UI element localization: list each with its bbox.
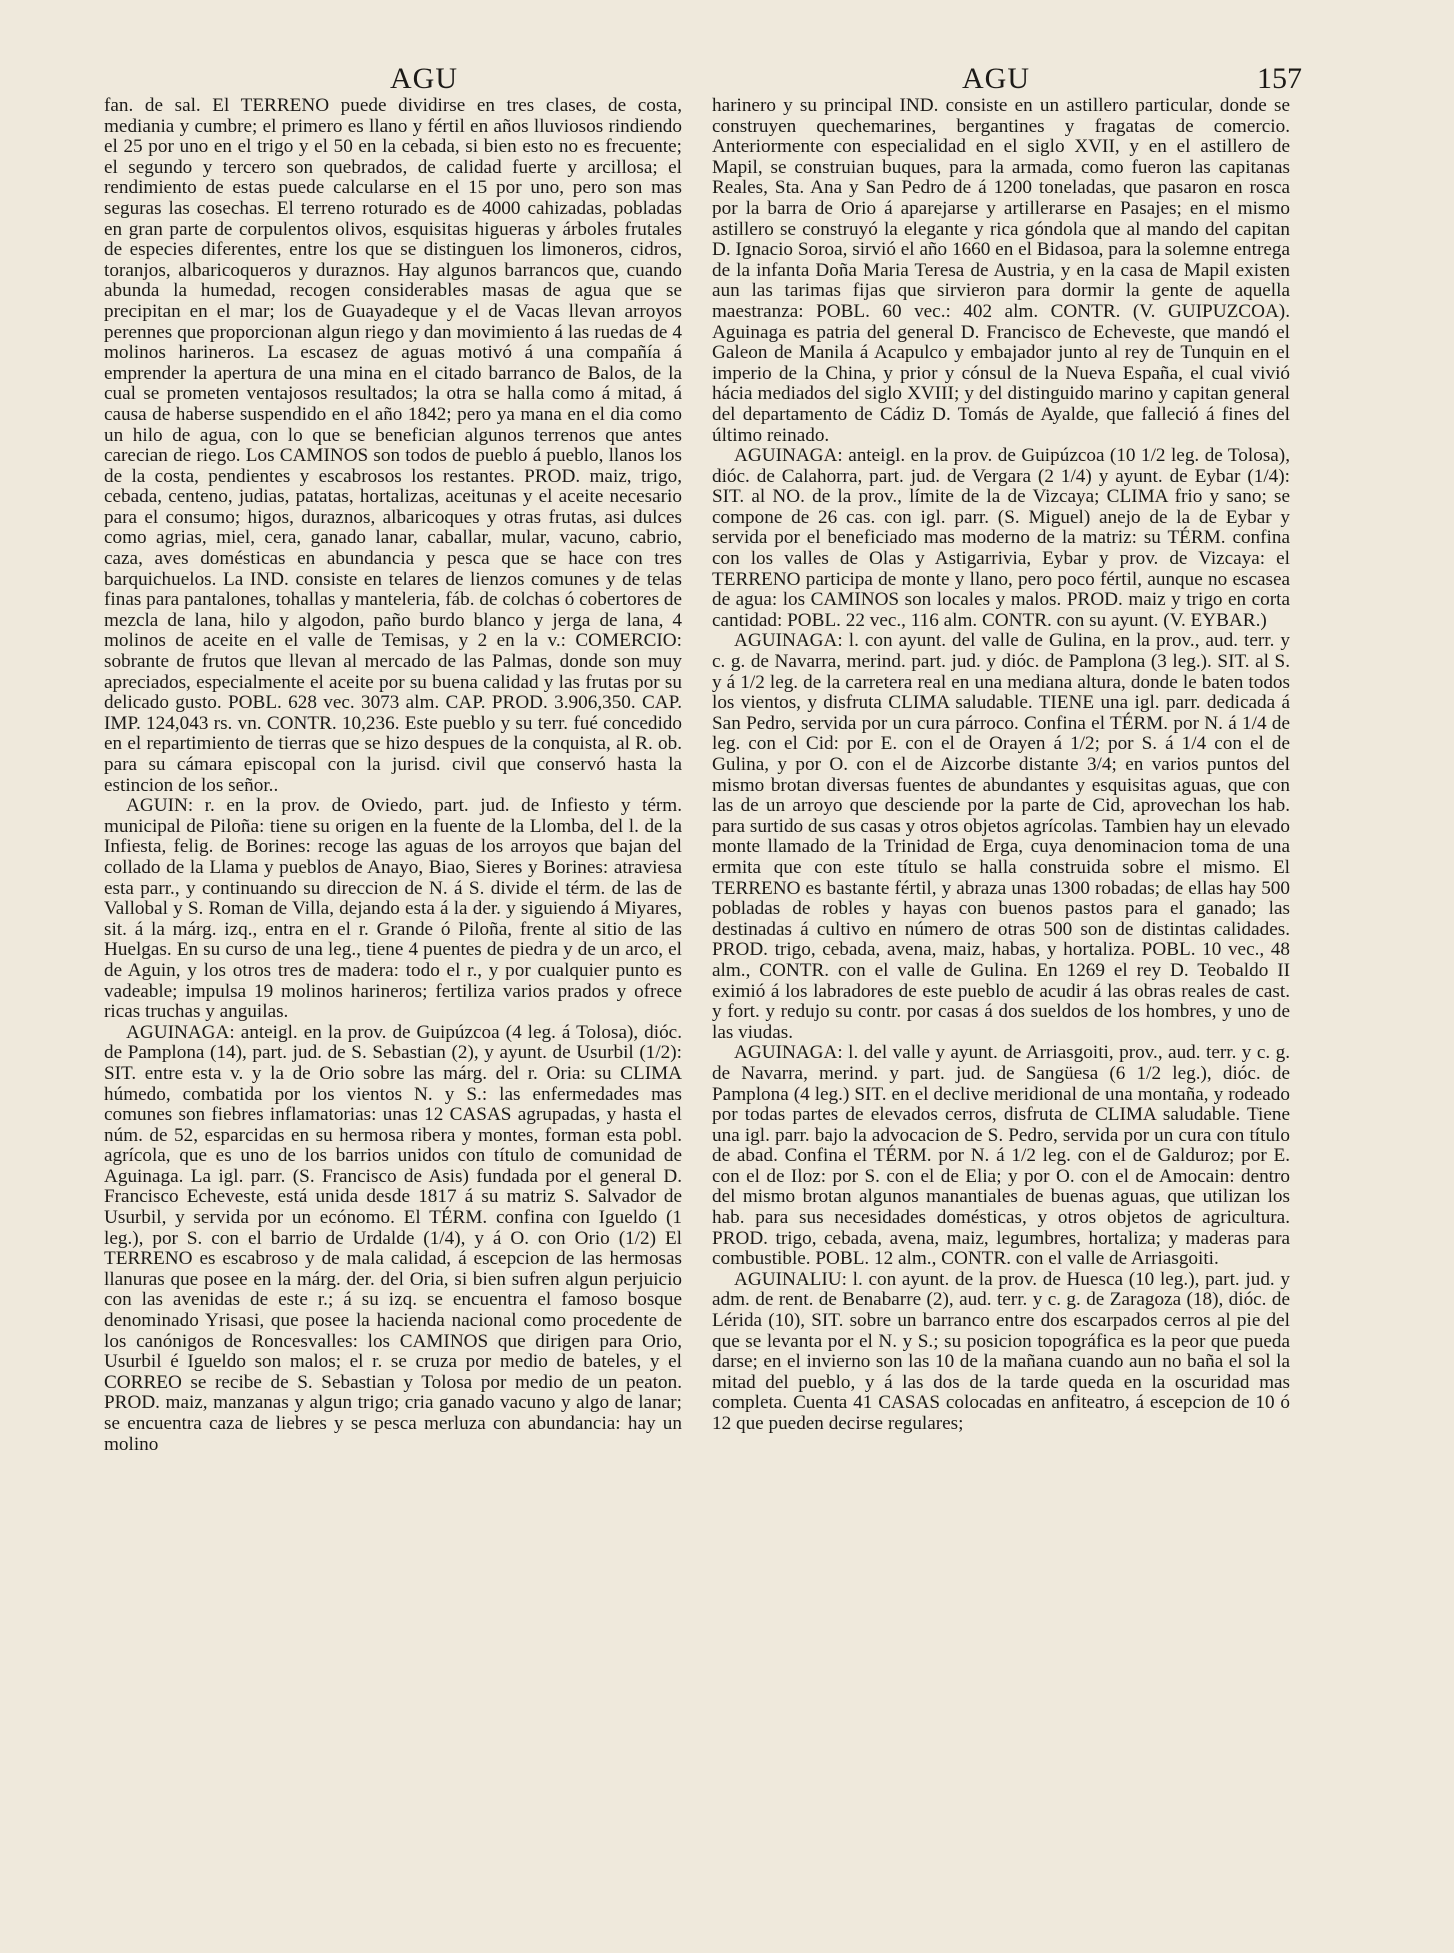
paragraph-continuation: harinero y su principal IND. consiste en un astillero particular, donde se construyen quechemarines, bergantines y fragatas de comercio. Anteriormente con especialidad en el siglo XVII, y en el astillero de Mapil, se construian buques, para la armada, como fueron las capitanas Reales, Sta. Ana y San Pedro de á 1200 toneladas, que pasaron en rosca por la barra de Orio á aparejarse y artillerarse en Pasajes; en el mismo astillero se construyó la elegante y rica góndola que al mando del capitan D. Ignacio Soroa, sirvió el año 1660 en el Bidasoa, para la solemne entrega de la infanta Doña Maria Teresa de Austria, y en la casa de Mapil existen aun las tarimas fijas que sirvieron para dormir la gente de aquella maestranza: POBL. 60 vec.: 402 alm. CONTR. (V. GUIPUZCOA). Aguinaga es patria del general D. Francisco de Echeveste, que mandó el Galeon de Manila á Acapulco y embajador junto al rey de Tunquin en el imperio de la China, y prior y cónsul de la Nueva España, el cual vivió hácia mediados del siglo XVIII; y del distinguido marino y capitan general del departamento de Cádiz D. Tomás de Ayalde, que falleció á fines del último reinado. [712, 96, 1290, 446]
entry-aguinaga-arriasgoiti: AGUINAGA: l. del valle y ayunt. de Arriasgoiti, prov., aud. terr. y c. g. de Navarra, merind. y part. jud. de Sangüesa (6 1/2 leg.), dióc. de Pamplona (4 leg.) SIT. en el declive meridional de una montaña, y rodeado por todas partes de elevados cerros, disfruta de CLIMA saludable. Tiene una igl. parr. bajo la advocacion de S. Pedro, servida por un cura con título de abad. Confina el TÉRM. por N. á 1/2 leg. con el de Galduroz; por E. con el de Iloz: por S. con el de Elia; y por O. con el de Amocain: dentro del mismo brotan algunos manantiales de buenas aguas, que utilizan los hab. para sus necesidades domésticas, y otros objetos de agricultura. PROD. trigo, cebada, avena, maiz, legumbres, hortaliza; y maderas para combustible. POBL. 12 alm., CONTR. con el valle de Arriasgoiti. [712, 1042, 1290, 1270]
entry-aguinaga-eybar: AGUINAGA: anteigl. en la prov. de Guipúzcoa (10 1/2 leg. de Tolosa), dióc. de Calahorra, part. jud. de Vergara (2 1/4) y ayunt. de Eybar (1/4): SIT. al NO. de la prov., límite de la de Vizcaya; CLIMA frio y sano; se compone de 26 cas. con igl. parr. (S. Miguel) anejo de la de Eybar y servida por el beneficiado mas moderno de la matriz: su TÉRM. confina con los valles de Olas y Astigarrivia, Eybar y prov. de Vizcaya: el TERRENO participa de monte y llano, pero poco fértil, aunque no escasea de agua: los CAMINOS son locales y malos. PROD. maiz y trigo en corta cantidad: POBL. 22 vec., 116 alm. CONTR. con su ayunt. (V. EYBAR.) [712, 445, 1290, 631]
right-column [712, 96, 1290, 1896]
entry-aguinaliu: AGUINALIU: l. con ayunt. de la prov. de Huesca (10 leg.), part. jud. y adm. de rent. de Benabarre (2), aud. terr. y c. g. de Zaragoza (18), dióc. de Lérida (10), SIT. sobre un barranco entre dos escarpados cerros al pie del que se levanta por el N. y S.; su posicion topográfica es la peor que pueda darse; en el invierno son las 10 de la mañana cuando aun no baña el sol la mitad del pueblo, y á las dos de la tarde queda en la oscuridad mas completa. Cuenta 41 CASAS colocadas en anfiteatro, á escepcion de 10 ó 12 que pueden decirse regulares; [712, 1268, 1290, 1434]
entry-aguinaga-gulina: AGUINAGA: l. con ayunt. del valle de Gulina, en la prov., aud. terr. y c. g. de Navarra, merind. part. jud. y dióc. de Pamplona (3 leg.). SIT. al S. y á 1/2 leg. de la carretera real en una mediana altura, donde le baten todos los vientos, y disfruta CLIMA saludable. TIENE una igl. parr. dedicada á San Pedro, servida por un cura párroco. Confina el TÉRM. por N. á 1/4 de leg. con el Cid: por E. con el de Orayen á 1/2; por S. á 1/4 con el de Gulina, y por O. con el de Aizcorbe distante 3/4; en varios puntos del mismo brotan diversas fuentes de abundantes y esquisitas aguas, que con las de un arroyo que desciende por la parte de Cid, aprovechan los hab. para surtido de sus casas y otros objetos agrícolas. Tambien hay un elevado monte llamado de la Trinidad de Erga, cuya denominacion toma de una ermita que con este título se halla construida sobre el mismo. El TERRENO es bastante fértil, y abraza unas 1300 robadas; de ellas hay 500 pobladas de robles y hayas con buenos pastos para el ganado; las destinadas á cultivo en número de otras 500 son de distintas calidades. PROD. trigo, cebada, avena, maiz, habas, y hortaliza. POBL. 10 vec., 48 alm., CONTR. con el valle de Gulina. En 1269 el rey D. Teobaldo II eximió á los labradores de este pueblo de acudir á las obras reales de cast. y fort. y redujo su contr. por casas á dos sueldos de los hombres, y uno de las viudas. [712, 630, 1290, 1043]
left-column [104, 96, 682, 1896]
entry-aguinaga-usurbil: AGUINAGA: anteigl. en la prov. de Guipúzcoa (4 leg. á Tolosa), dióc. de Pamplona (14), part. jud. de S. Sebastian (2), y ayunt. de Usurbil (1/2): SIT. entre esta v. y la de Orio sobre las márg. del r. Oria: su CLIMA húmedo, combatida por los vientos N. y S.: las enfermedades mas comunes son fiebres inflamatorias: unas 12 CASAS agrupadas, y hasta el núm. de 52, esparcidas en su hermosa ribera y montes, forman esta pobl. agrícola, que es uno de los barrios unidos con título de comunidad de Aguinaga. La igl. parr. (S. Francisco de Asis) fundada por el general D. Francisco Echeveste, está unida desde 1817 á su matriz S. Salvador de Usurbil, y servida por un ecónomo. El TÉRM. confina con Igueldo (1 leg.), por S. con el barrio de Urdalde (1/4), y á O. con Orio (1/2) El TERRENO es escabroso y de mala calidad, á escepcion de las hermosas llanuras que posee en la márg. der. del Oria, si bien sufren algun perjuicio con las avenidas de este r.; á su izq. se encuentra el famoso bosque denominado Yrisasi, que posee la hacienda nacional como procedente de los canónigos de Roncesvalles: los CAMINOS que dirigen para Orio, Usurbil é Igueldo son malos; el r. se cruza por medio de bateles, y el CORREO se recibe de S. Sebastian y Tolosa por medio de un peaton. PROD. maiz, manzanas y algun trigo; cria ganado vacuno y algo de lanar; se encuentra caza de liebres y se pesca merluza con abundancia: hay un molino [104, 1021, 682, 1455]
left-running-head: AGU [390, 62, 458, 95]
right-running-head: AGU [962, 62, 1030, 95]
entry-aguin: AGUIN: r. en la prov. de Oviedo, part. jud. de Infiesto y térm. municipal de Piloña: tiene su origen en la fuente de la Llomba, del l. de la Infiesta, felig. de Borines: recoge las aguas de los arroyos que bajan del collado de la Llama y pueblos de Anayo, Biao, Sieres y Borines: atraviesa esta parr., y continuando su direccion de N. á S. divide el térm. de las de Vallobal y S. Roman de Villa, dejando esta á la der. y siguiendo á Miyares, sit. á la márg. izq., entra en el r. Grande ó Piloña, frente al sitio de las Huelgas. En su curso de una leg., tiene 4 puentes de piedra y de un arco, el de Aguin, y los otros tres de madera: todo el r., y por cualquier punto es vadeable; impulsa 19 molinos harineros; fertiliza varios prados y ofrece ricas truchas y anguilas. [104, 795, 682, 1023]
page-number: 157 [1257, 62, 1302, 95]
paragraph-continuation: fan. de sal. El TERRENO puede dividirse en tres clases, de costa, mediania y cumbre; el primero es llano y fértil en años lluviosos rindiendo el 25 por uno en el trigo y el 50 en la cebada, si bien esto no es frecuente; el segundo y tercero son quebrados, de calidad fuerte y arcillosa; el rendimiento de estas puede calcularse en el 15 por uno, pero son mas seguras las cosechas. El terreno roturado es de 4000 cahizadas, pobladas en gran parte de corpulentos olivos, esquisitas higueras y árboles frutales de especies diferentes, entre los que se distinguen los limoneros, cidros, toranjos, albaricoqueros y duraznos. Hay algunos barrancos que, cuando abunda la humedad, recogen considerables masas de agua que se precipitan en el mar; los de Guayadeque y el de Vacas llevan arroyos perennes que proporcionan algun riego y dan movimiento á las ruedas de 4 molinos harineros. La escasez de aguas motivó á una compañía á emprender la apertura de una mina en el citado barranco de Balos, de la cual se prometen ventajosos resultados; la otra se halla como á mitad, á causa de haberse suspendido en el año 1842; pero ya mana en el dia como un hilo de agua, con lo que se benefician algunos terrenos que antes carecian de riego. Los CAMINOS son todos de pueblo á pueblo, llanos los de la costa, pendientes y escabrosos los restantes. PROD. maiz, trigo, cebada, centeno, judias, patatas, hortalizas, aceitunas y el aceite necesario para el consumo; higos, duraznos, albaricoques y otras frutas, asi dulces como agrias, miel, cera, ganado lanar, caballar, mular, vacuno, cabrio, caza, aves domésticas en abundancia y pesca que se hace con tres barquichuelos. La IND. consiste en telares de lienzos comunes y de telas finas para pantalones, tohallas y manteleria, fáb. de colchas ó cobertores de mezcla de lana, hilo y algodon, paño burdo blanco y jerga de lana, 4 molinos de aceite en el valle de Temisas, y 2 en la v.: COMERCIO: sobrante de frutos que llevan al mercado de las Palmas, donde son muy apreciados, especialmente el aceite por su buena calidad y las frutas por su delicado gusto. POBL. 628 vec. 3073 alm. CAP. PROD. 3.906,350. CAP. IMP. 124,043 rs. vn. CONTR. 10,236. Este pueblo y su terr. fué concedido en el repartimiento de tierras que se hizo despues de la conquista, al R. ob. para su cámara episcopal con la jurisd. civil que conservó hasta la estincion de los señor.. [104, 96, 682, 796]
